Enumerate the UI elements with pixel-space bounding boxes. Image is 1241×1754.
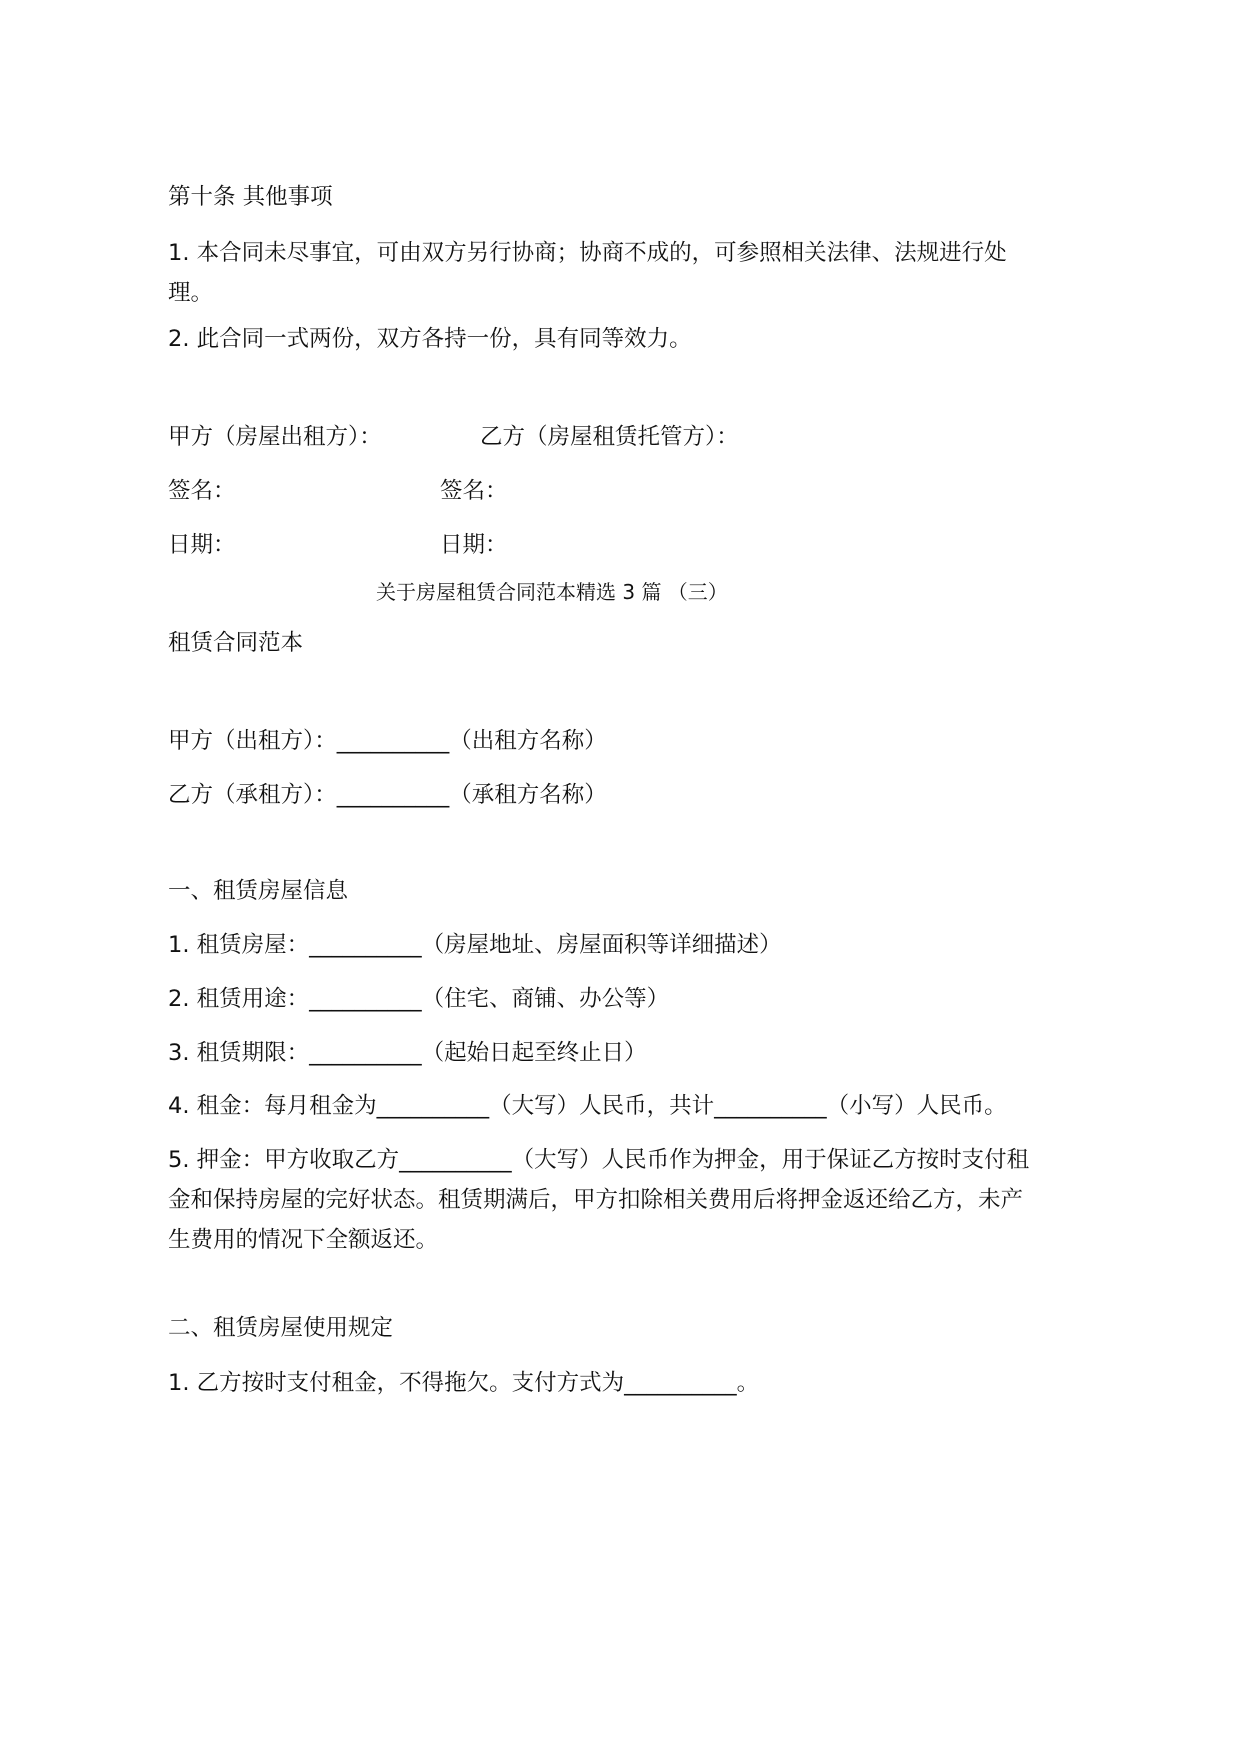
part1-heading: 一、租赁房屋信息 [168, 878, 349, 904]
part1-item-5: 5. 押金：甲方收取乙方__________（大写）人民币作为押金，用于保证乙方按时支付租金和保持房屋的完好状态。租赁期满后，甲方扣除相关费用后将押金返还给乙方，未产生费用的情况下全额返还。 [168, 1147, 1030, 1253]
party-a-signature-label: 甲方（房屋出租方）： [168, 424, 382, 450]
contract-subtitle: 租赁合同范本 [168, 630, 304, 656]
part1-item-3: 3. 租赁期限：__________（起始日起至终止日） [168, 1040, 647, 1066]
article-item-2: 2. 此合同一式两份，双方各持一份，具有同等效力。 [168, 326, 692, 352]
party-b-date-field: 日期： [440, 532, 508, 558]
part1-item-1: 1. 租赁房屋：__________（房屋地址、房屋面积等详细描述） [168, 932, 782, 958]
party-b-sign-field: 签名： [440, 478, 508, 504]
part2-item-1: 1. 乙方按时支付租金，不得拖欠。支付方式为__________。 [168, 1370, 760, 1396]
party-b-signature-label: 乙方（房屋租赁托管方）： [480, 424, 739, 450]
article-heading: 第十条 其他事项 [168, 184, 333, 210]
party-a-sign-field: 签名： [168, 478, 236, 504]
lessor-line: 甲方（出租方）：__________（出租方名称） [168, 728, 607, 754]
lessee-line: 乙方（承租方）：__________（承租方名称） [168, 782, 607, 808]
part2-heading: 二、租赁房屋使用规定 [168, 1315, 394, 1341]
part1-item-4: 4. 租金：每月租金为__________（大写）人民币，共计__________（小写）人民币。 [168, 1093, 1007, 1119]
section-title: 关于房屋租赁合同范本精选 3 篇 （三） [376, 580, 728, 604]
part1-item-2: 2. 租赁用途：__________（住宅、商铺、办公等） [168, 986, 670, 1012]
article-item-1: 1. 本合同未尽事宜，可由双方另行协商；协商不成的，可参照相关法律、法规进行处理。 [168, 240, 1007, 306]
party-a-date-field: 日期： [168, 532, 236, 558]
